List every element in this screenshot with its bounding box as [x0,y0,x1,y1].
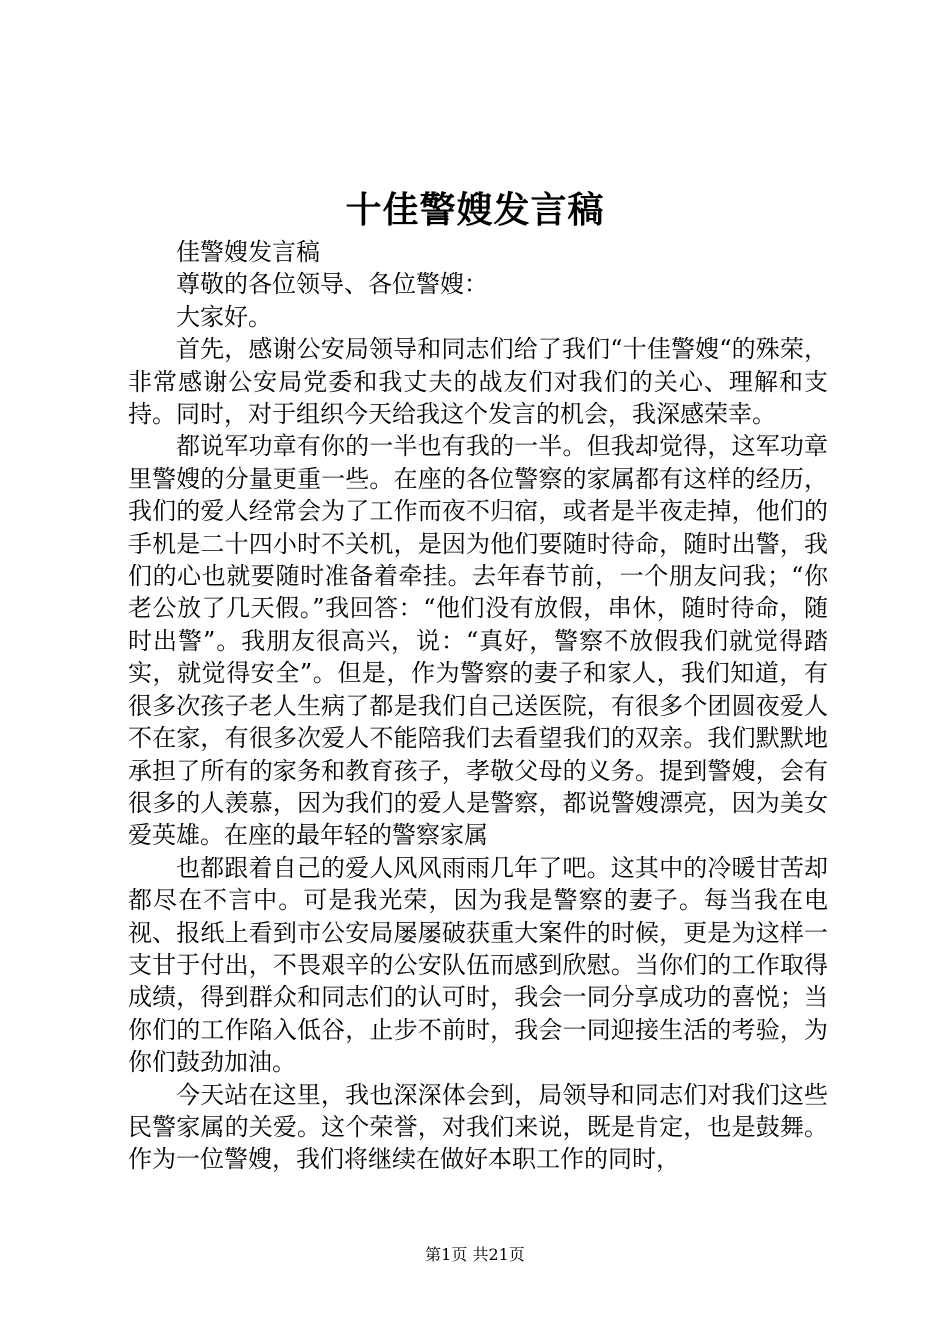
paragraph-today: 今天站在这里，我也深深体会到，局领导和同志们对我们这些民警家属的关爱。这个荣誉，对我们来说，既是肯定，也是鼓舞。作为一位警嫂，我们将继续在做好本职工作的同时， [128,1080,828,1174]
paragraph-thanks: 首先，感谢公安局领导和同志们给了我们“十佳警嫂“的殊荣，非常感谢公安局党委和我丈夫的战友们对我们的关心、理解和支持。同时，对于组织今天给我这个发言的机会，我深感荣幸。 [128,335,828,429]
page-number-footer: 第1页 共21页 [425,1245,525,1264]
document-title: 十佳警嫂发言稿 [345,189,605,231]
paragraph-medal: 都说军功章有你的一半也有我的一半。但我却觉得，这军功章里警嫂的分量更重一些。在座的各位警察的家属都有这样的经历，我们的爱人经常会为了工作而夜不归宿，或者是半夜走掉，他们的手机是二十四小时不关机，是因为他们要随时待命，随时出警，我们的心也就要随时准备着牵挂。去年春节前，一个朋友问我；“你老公放了几天假。”我回答：“他们没有放假，串休，随时待命，随时出警”。我朋友很高兴，说：“真好，警察不放假我们就觉得踏实，就觉得安全”。但是，作为警察的妻子和家人，我们知道，有很多次孩子老人生病了都是我们自己送医院，有很多个团圆夜爱人不在家，有很多次爱人不能陪我们去看望我们的双亲。我们默默地承担了所有的家务和教育孩子，孝敬父母的义务。提到警嫂，会有很多的人羡慕，因为我们的爱人是警察，都说警嫂漂亮，因为美女爱英雄。在座的最年轻的警察家属 [128,432,828,850]
paragraph-hardship: 也都跟着自己的爱人风风雨雨几年了吧。这其中的冷暖甘苦却都尽在不言中。可是我光荣，因为我是警察的妻子。每当我在电视、报纸上看到市公安局屡屡破获重大案件的时候，更是为这样一支甘于付出，不畏艰辛的公安队伍而感到欣慰。当你们的工作取得成绩，得到群众和同志们的认可时，我会一同分享成功的喜悦；当你们的工作陷入低谷，止步不前时，我会一同迎接生活的考验，为你们鼓劲加油。 [128,853,828,1077]
paragraph-heading-repeat: 佳警嫂发言稿 [176,238,320,266]
paragraph-salutation: 尊敬的各位领导、各位警嫂： [176,270,488,299]
document-body [128,236,828,1176]
paragraph-greeting: 大家好。 [176,302,272,331]
